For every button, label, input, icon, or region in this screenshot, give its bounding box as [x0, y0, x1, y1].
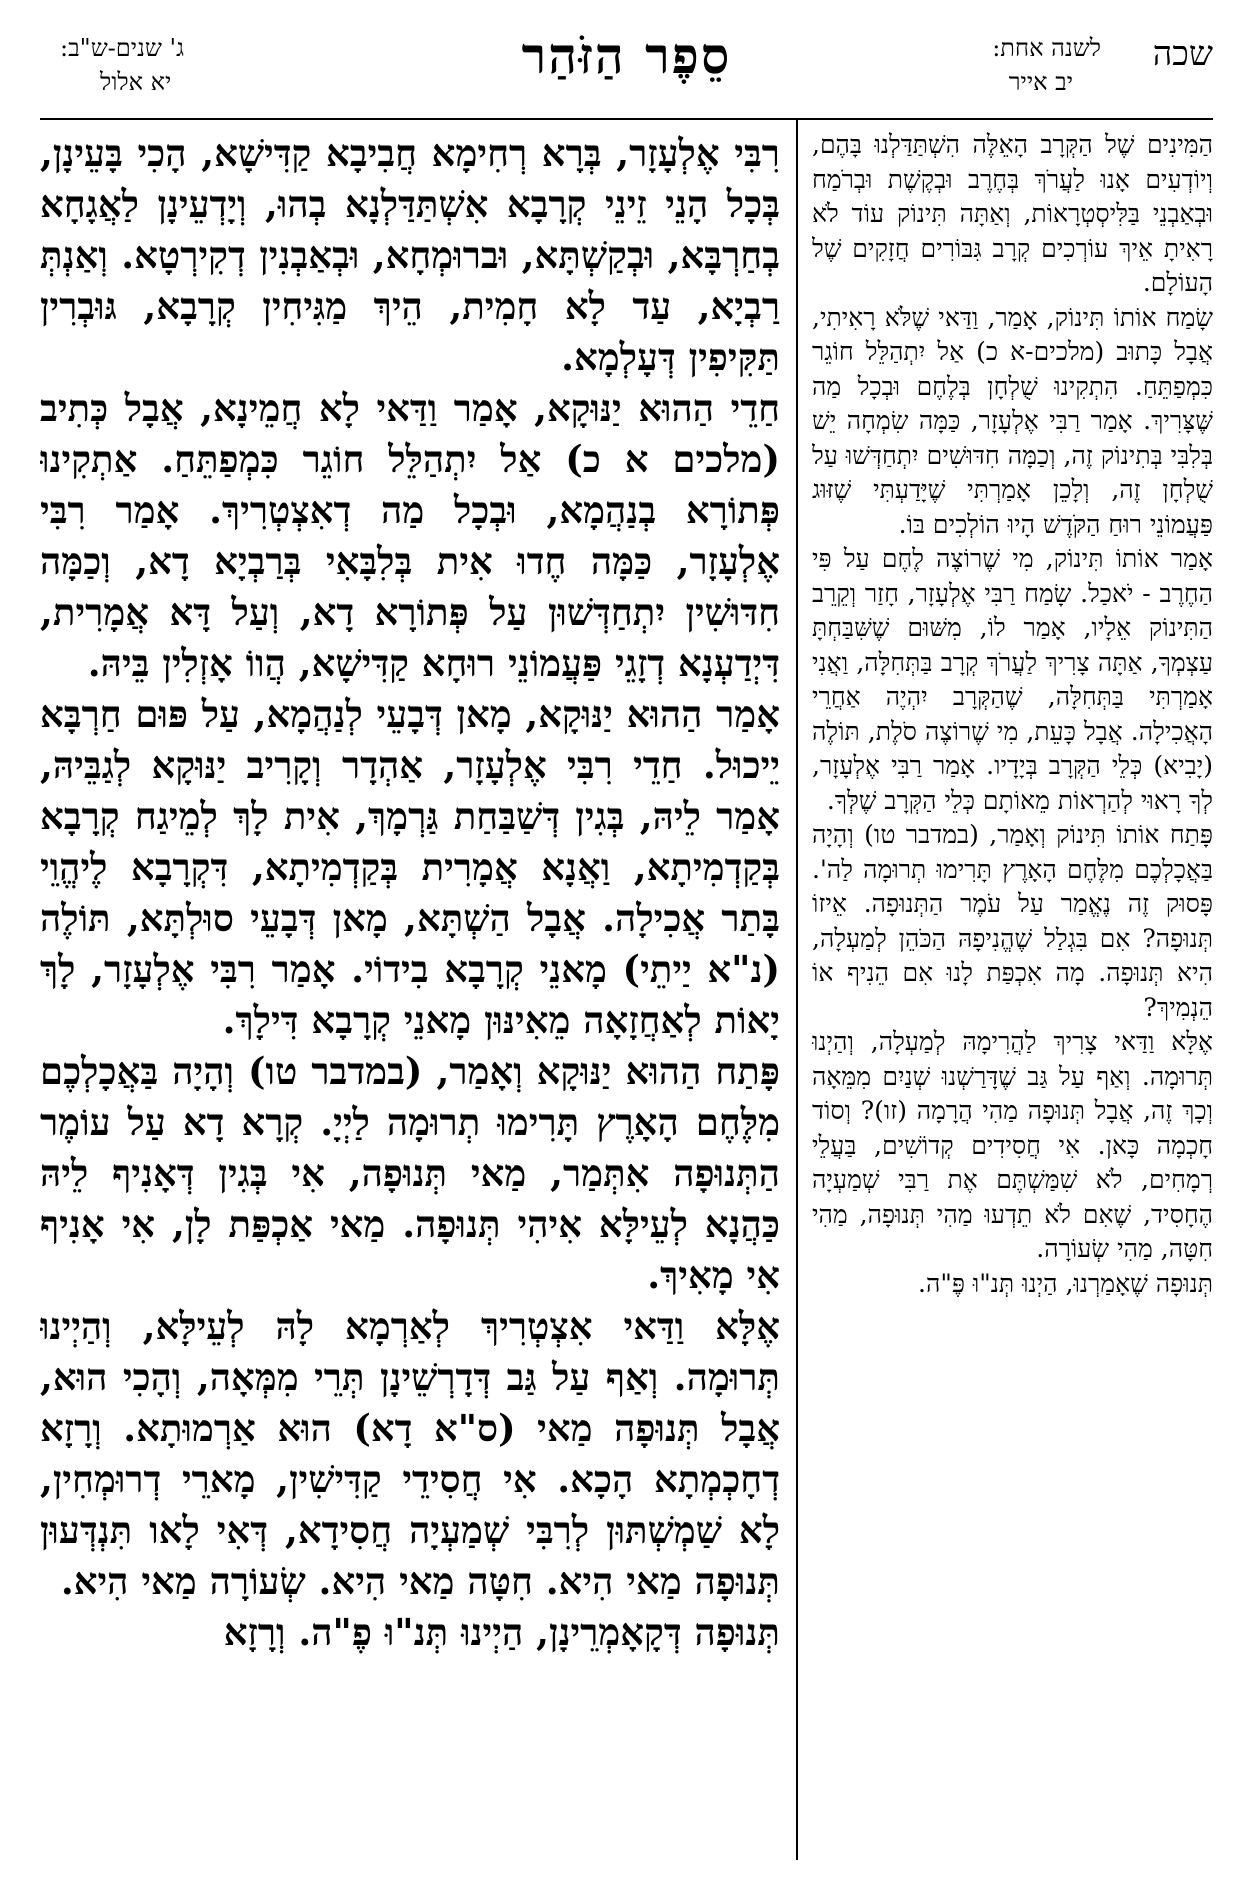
aramaic-paragraph: תְּנוּפָה דְּקָאָמְרֵינָן, הַיְינוּ תְּנ"וּ פֶ"ה. וְרָזָא [223, 1610, 780, 1654]
aramaic-paragraph: אָמַר הַהוּא יַנּוּקָא, מָאן דְּבָעֵי לְנַהֲמָא, עַל פּוּם חַרְבָּא יֵיכוּל. חַדֵי רִבִּי אֶלְעָזָר, אַהְדָר וְקָרִיב יַנּוּקָא לְגַבֵּיהּ, אָמַר לֵיהּ, בְּגִין דְּשַׁבַּחַת גַּרְמָךְ, אִית לָךְ לְמֵיגַח קְרָבָא בְּקַדְמִיתָא, וַאֲנָא אֲמָרִית בְּקַדְמִיתָא, דִּקְרָבָא לֶיהֱוֵי בָּתַר אֲכִילָה. אֲבָל הַשְׁתָּא, מָאן דְּבָעֵי סוּלְתָּא, תּוֹלֶה (נ"א יַיתֵי) מָאנֵי קְרָבָא בִידוֹי. אָמַר רִבִּי אֶלְעָזָר, לָךְ יָאוֹת לְאַחֲזָאָה מֵאִינּוּן מָאנֵי קְרָבָא דִּילָךְ. [40, 692, 780, 1042]
three-year-schedule-date: יא אלול [100, 68, 172, 96]
aramaic-text-column [40, 128, 780, 1868]
aramaic-paragraph: אֶלָּא וַדַּאי אִצְטְרִיךְ לְאַרְמָא לָהּ לְעֵילָּא, וְהַיְינוּ תְּרוּמָה. וְאַף עַל גַּב דְּדָרְשֵׁינָן תְּרֵי מִמְּאָה, וְהָכִי הוּא, אֲבָל תְּנוּפָה מַאי (ס"א דָא) הוּא אַרְמוּתָא. וְרָזָא דְחָכְמְתָא הָכָא. אִי חֲסִידֵי קַדִּישִׁין, מָארֵי דְרוּמְחִין, לָא שַׁמְשְׁתּוּן לְרִבִּי שְׁמַעְיָה חֲסִידָא, דְּאִי לָאו תִּנְדְּעוּן תְּנוּפָה מַאי הִיא. חִטָּה מַאי הִיא. שְׂעוֹרָה מַאי הִיא. [40, 1304, 780, 1603]
hebrew-paragraph: פָּתַח אוֹתוֹ תִּינוֹק וְאָמַר, (במדבר טו) וְהָיָה בַּאֲכָלְכֶם מִלֶּחֶם הָאָרֶץ תָּרִימוּ תְרוּמָה לַה'. פָּסוּק זֶה נֶאֱמַר עַל עֹמֶר הַתְּנוּפָה. אֵיזוֹ תְּנוּפָה? אִם בִּגְלַל שֶׁהֱנִיפָהּ הַכֹּהֵן לְמַעְלָה, הִיא תְּנוּפָה. מָה אִכְפַּת לָנוּ אִם הֵנִיף אוֹ הֵנְמִיךְ? [812, 820, 1213, 1022]
hebrew-paragraph: תְּנוּפָה שֶׁאָמַרְנוּ, הַיְנוּ תְּנ"וּ פֶּ"ה. [918, 1268, 1213, 1298]
hebrew-paragraph: הַמִּינִים שֶׁל הַקְּרָב הָאֵלֶּה הִשְׁתַּדַּלְנוּ בָּהֶם, וְיוֹדְעִים אָנוּ לַעֲרֹךְ בְּחֶרֶב וּבְקֶשֶׁת וּבְרֹמַח וּבְאַבְנֵי בַּלִּיסְטְרָאוֹת, וְאַתָּה תִּינוֹק עוֹד לֹא רָאִיתָ אֵיךְ עוֹרְכִים קְרָב גִּבּוֹרִים חֲזָקִים שֶׁל הָעוֹלָם. [812, 130, 1213, 297]
hebrew-paragraph: שָׂמַח אוֹתוֹ תִּינוֹק, אָמַר, וַדַּאי שֶׁלֹּא רָאִיתִי, אֲבָל כָּתוּב (מלכים-א כ) אַל יִתְהַלֵּל חוֹגֵר כִּמְפַתֵּחַ. הִתְקִינוּ שֻׁלְחָן בְּלֶחֶם וּבְכָל מַה שֶּׁצָּרִיךְ. אָמַר רַבִּי אֶלְעָזָר, כַּמָּה שִׂמְחָה יֵשׁ בְּלִבִּי בְּתִינוֹק זֶה, וְכַמָּה חִדּוּשִׁים יִתְחַדְּשׁוּ עַל שֻׁלְחָן זֶה, וְלָכֵן אָמַרְתִּי שֶׁיָּדַעְתִּי שֶׁזּוּג פַּעֲמוֹנֵי רוּחַ הַקֹּדֶשׁ הָיוּ הוֹלְכִים בּוֹ. [812, 302, 1213, 539]
hebrew-paragraph: אֶלָּא וַדַּאי צָרִיךְ לַהֲרִימָהּ לְמַעְלָה, וְהַיְנוּ תְּרוּמָה. וְאַף עַל גַּב שֶׁדָּרַשְׁנוּ שְׁנַיִם מִמֵּאָה וְכָךְ זֶה, אֲבָל תְּנוּפָה מַהִי הֲרָמָה (זו)? וְסוֹד חָכְמָה כָּאן. אִי חֲסִידִים קְדוֹשִׁים, בַּעֲלֵי רְמָחִים, לֹא שִׁמַּשְׁתֶּם אֶת רַבִּי שְׁמַעְיָה הֶחָסִיד, שֶׁאִם לֹא תֵדְעוּ מַהִי תְּנוּפָה, מַהִי חִטָּה, מַהִי שְׂעוֹרָה. [812, 1027, 1213, 1263]
three-year-schedule-label: ג' שנים-ש"ב: [60, 34, 185, 62]
hebrew-paragraph: אָמַר אוֹתוֹ תִּינוֹק, מִי שֶׁרוֹצֶה לֶחֶם עַל פִּי הַחֶרֶב - יֹאכַל. שָׂמַח רַבִּי אֶלְעָזָר, חָזַר וְקֵרֵב הַתִּינוֹק אֵלָיו, אָמַר לוֹ, מִשּׁוּם שֶׁשִּׁבַּחְתָּ עַצְמְךָ, אַתָּה צָרִיךְ לַעֲרֹךְ קְרָב בַּתְּחִלָּה, וַאֲנִי אָמַרְתִּי בַּתְּחִלָּה, שֶׁהַקְּרָב יִהְיֶה אַחֲרֵי הָאֲכִילָה. אֲבָל כָּעֵת, מִי שֶׁרוֹצֶה סֹלֶת, תּוֹלֶה (יָבִיא) כְּלֵי הַקְּרָב בְּיָדָיו. אָמַר רַבִּי אֶלְעָזָר, לְךָ רָאוּי לְהַרְאוֹת מֵאוֹתָם כְּלֵי הַקְּרָב שֶׁלְּךָ. [812, 544, 1213, 815]
one-year-schedule-date: יב אייר [1008, 68, 1073, 96]
aramaic-paragraph: פָּתַח הַהוּא יַנּוּקָא וְאָמַר, (במדבר טו) וְהָיָה בַּאֲכָלְכֶם מִלֶּחֶם הָאָרֶץ תָּרִימוּ תְרוּמָה לַיְיָ. קְרָא דָא עַל עוֹמֶר הַתְּנוּפָה אִתְּמַר, מַאי תְּנוּפָה, אִי בְּגִין דְּאָנִיף לֵיהּ כַּהֲנָא לְעֵילָּא אִיהִי תְּנוּפָה. מַאי אַכְפַּת לָן, אִי אָנִיף אִי מָאִיךְ. [40, 1049, 780, 1297]
hebrew-translation-column [812, 128, 1213, 1868]
page-header [40, 24, 1213, 120]
one-year-schedule-label: לשנה אחת: [992, 34, 1101, 62]
book-title: סֵפֶר הַזֹּהַר [521, 26, 732, 85]
aramaic-paragraph: רִבִּי אֶלְעָזָר, בְּרָא רְחִימָא חֲבִיבָא קַדִּישָׁא, הָכִי בָּעֵינָן, בְּכָל הָנֵי זֵינֵי קְרָבָא אִשְׁתַּדַּלְנָא בְהוּ, וְיָדְעֵינָן לַאֲגָחָא בְחַרְבָּא, וּבְקַשְׁתָּא, וּברוּמְחָא, וּבְאַבְנִין דְקִירְטָא. וְאַנְתְּ רַבְיָא, עַד לָא חָמִית, הֵיךְ מַגִּיחִין קְרָבָא, גּוּבְרִין תַּקִּיפִין דְּעָלְמָא. [40, 131, 780, 379]
column-divider [796, 120, 798, 1860]
page-number: שכה [1152, 34, 1213, 74]
header-rule [40, 118, 1213, 120]
aramaic-paragraph: חַדֵי הַהוּא יַנּוּקָא, אָמַר וַדַּאי לָא חֲמֵינָא, אֲבָל כְּתִיב (מלכים א כ) אַל יִתְהַלֵּל חוֹגֵר כִּמְפַתֵּחַ. אַתְקִינוּ פְּתוֹרָא בְנַהֲמָא, וּבְכָל מַה דְאִצְטְרִיךְ. אָמַר רִבִּי אֶלְעָזָר, כַּמָּה חֶדוּ אִית בְּלִבָּאִי בְּרַבְיָא דָא, וְכַמָּה חִדּוּשִׁין יִתְחַדְּשׁוּן עַל פְּתוֹרָא דָא, וְעַל דָּא אֲמָרִית, דִּיְדַעְנָא דְזָגֵי פַּעֲמוֹנֵי רוּחָא קַדִּישָׁא, הֲווֹ אָזְלִין בֵּיהּ. [40, 386, 780, 685]
